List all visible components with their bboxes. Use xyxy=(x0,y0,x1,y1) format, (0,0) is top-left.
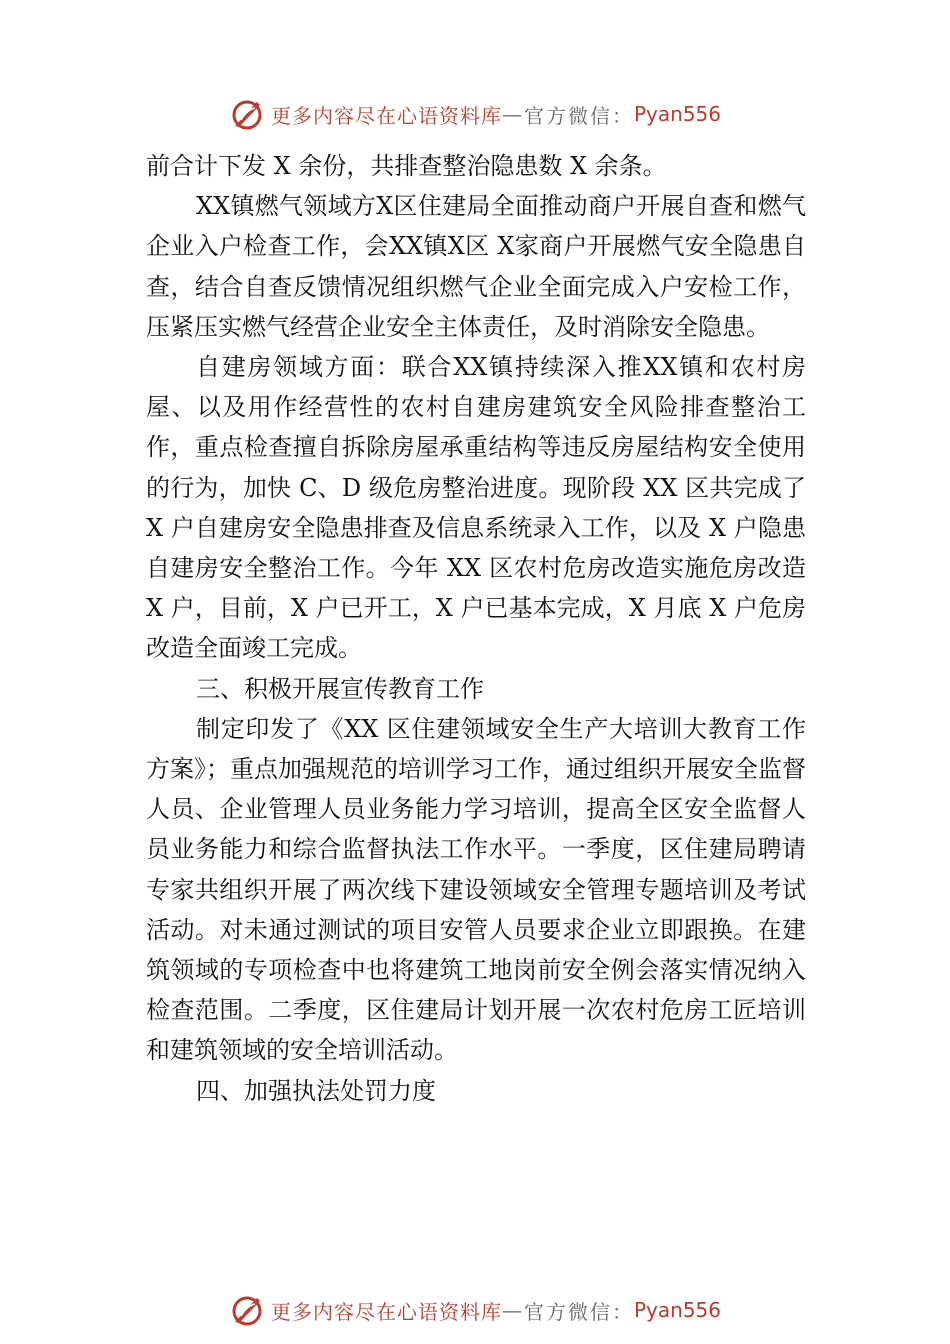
header-slogan: 更多内容尽在心语资料库 xyxy=(270,103,502,128)
paragraph-training: 制定印发了《XX 区住建领域安全生产大培训大教育工作方案》；重点加强规范的培训学习工作，通过组织开展安全监督人员、企业管理人员业务能力学习培训，提高全区安全监督人员业务能力和综合监督执法工作水平。一季度，区住建局聘请专家共组织开展了两次线下建设领域安全管理专题培训及考试活动。对未通过测试的项目安管人员要求企业立即跟换。在建筑领域的专项检查中也将建筑工地岗前安全例会落实情况纳入检查范围。二季度，区住建局计划开展一次农村危房工匠培训和建筑领域的安全培训活动。 xyxy=(146,714,806,1065)
section-heading-4: 四、加强执法处罚力度 xyxy=(196,1076,436,1105)
footer-wechat-label: 官方微信： xyxy=(523,1299,634,1324)
header-wechat-label: 官方微信： xyxy=(523,103,634,128)
paragraph-self-built-housing: 自建房领域方面：联合XX镇持续深入推XX镇和农村房屋、以及用作经营性的农村自建房建筑安全风险排查整治工作，重点检查擅自拆除房屋承重结构等违反房屋结构安全使用的行为，加快 C、D 级危房整治进度。现阶段 XX 区共完成了 X 户自建房安全隐患排查及信息系统录入工作，以及 X 户隐患自建房安全整治工作。今年 XX 区农村危房改造实施危房改造 X 户，目前，X 户已开工，X 户已基本完成，X 月底 X 户危房改造全面竣工完成。 xyxy=(146,353,806,663)
header-banner xyxy=(0,94,950,134)
section-heading-3: 三、积极开展宣传教育工作 xyxy=(196,674,484,703)
brush-logo-icon xyxy=(229,1292,265,1328)
document-body xyxy=(146,146,806,1111)
footer-slogan: 更多内容尽在心语资料库 xyxy=(270,1299,502,1324)
brush-logo-icon xyxy=(229,96,265,132)
footer-wechat-id: Pyan556 xyxy=(633,1298,721,1322)
paragraph-gas: XX镇燃气领域方X区住建局全面推动商户开展自查和燃气企业入户检查工作，会XX镇X区 X家商户开展燃气安全隐患自查，结合自查反馈情况组织燃气企业全面完成入户安检工作，压紧压实燃气经营企业安全主体责任，及时消除安全隐患。 xyxy=(146,192,806,341)
footer-banner xyxy=(0,1290,950,1330)
footer-dash: — xyxy=(501,1298,524,1322)
header-dash: — xyxy=(501,102,524,126)
header-wechat-id: Pyan556 xyxy=(633,102,721,126)
paragraph-1: 前合计下发 X 余份，共排查整治隐患数 X 余条。 xyxy=(146,152,667,180)
